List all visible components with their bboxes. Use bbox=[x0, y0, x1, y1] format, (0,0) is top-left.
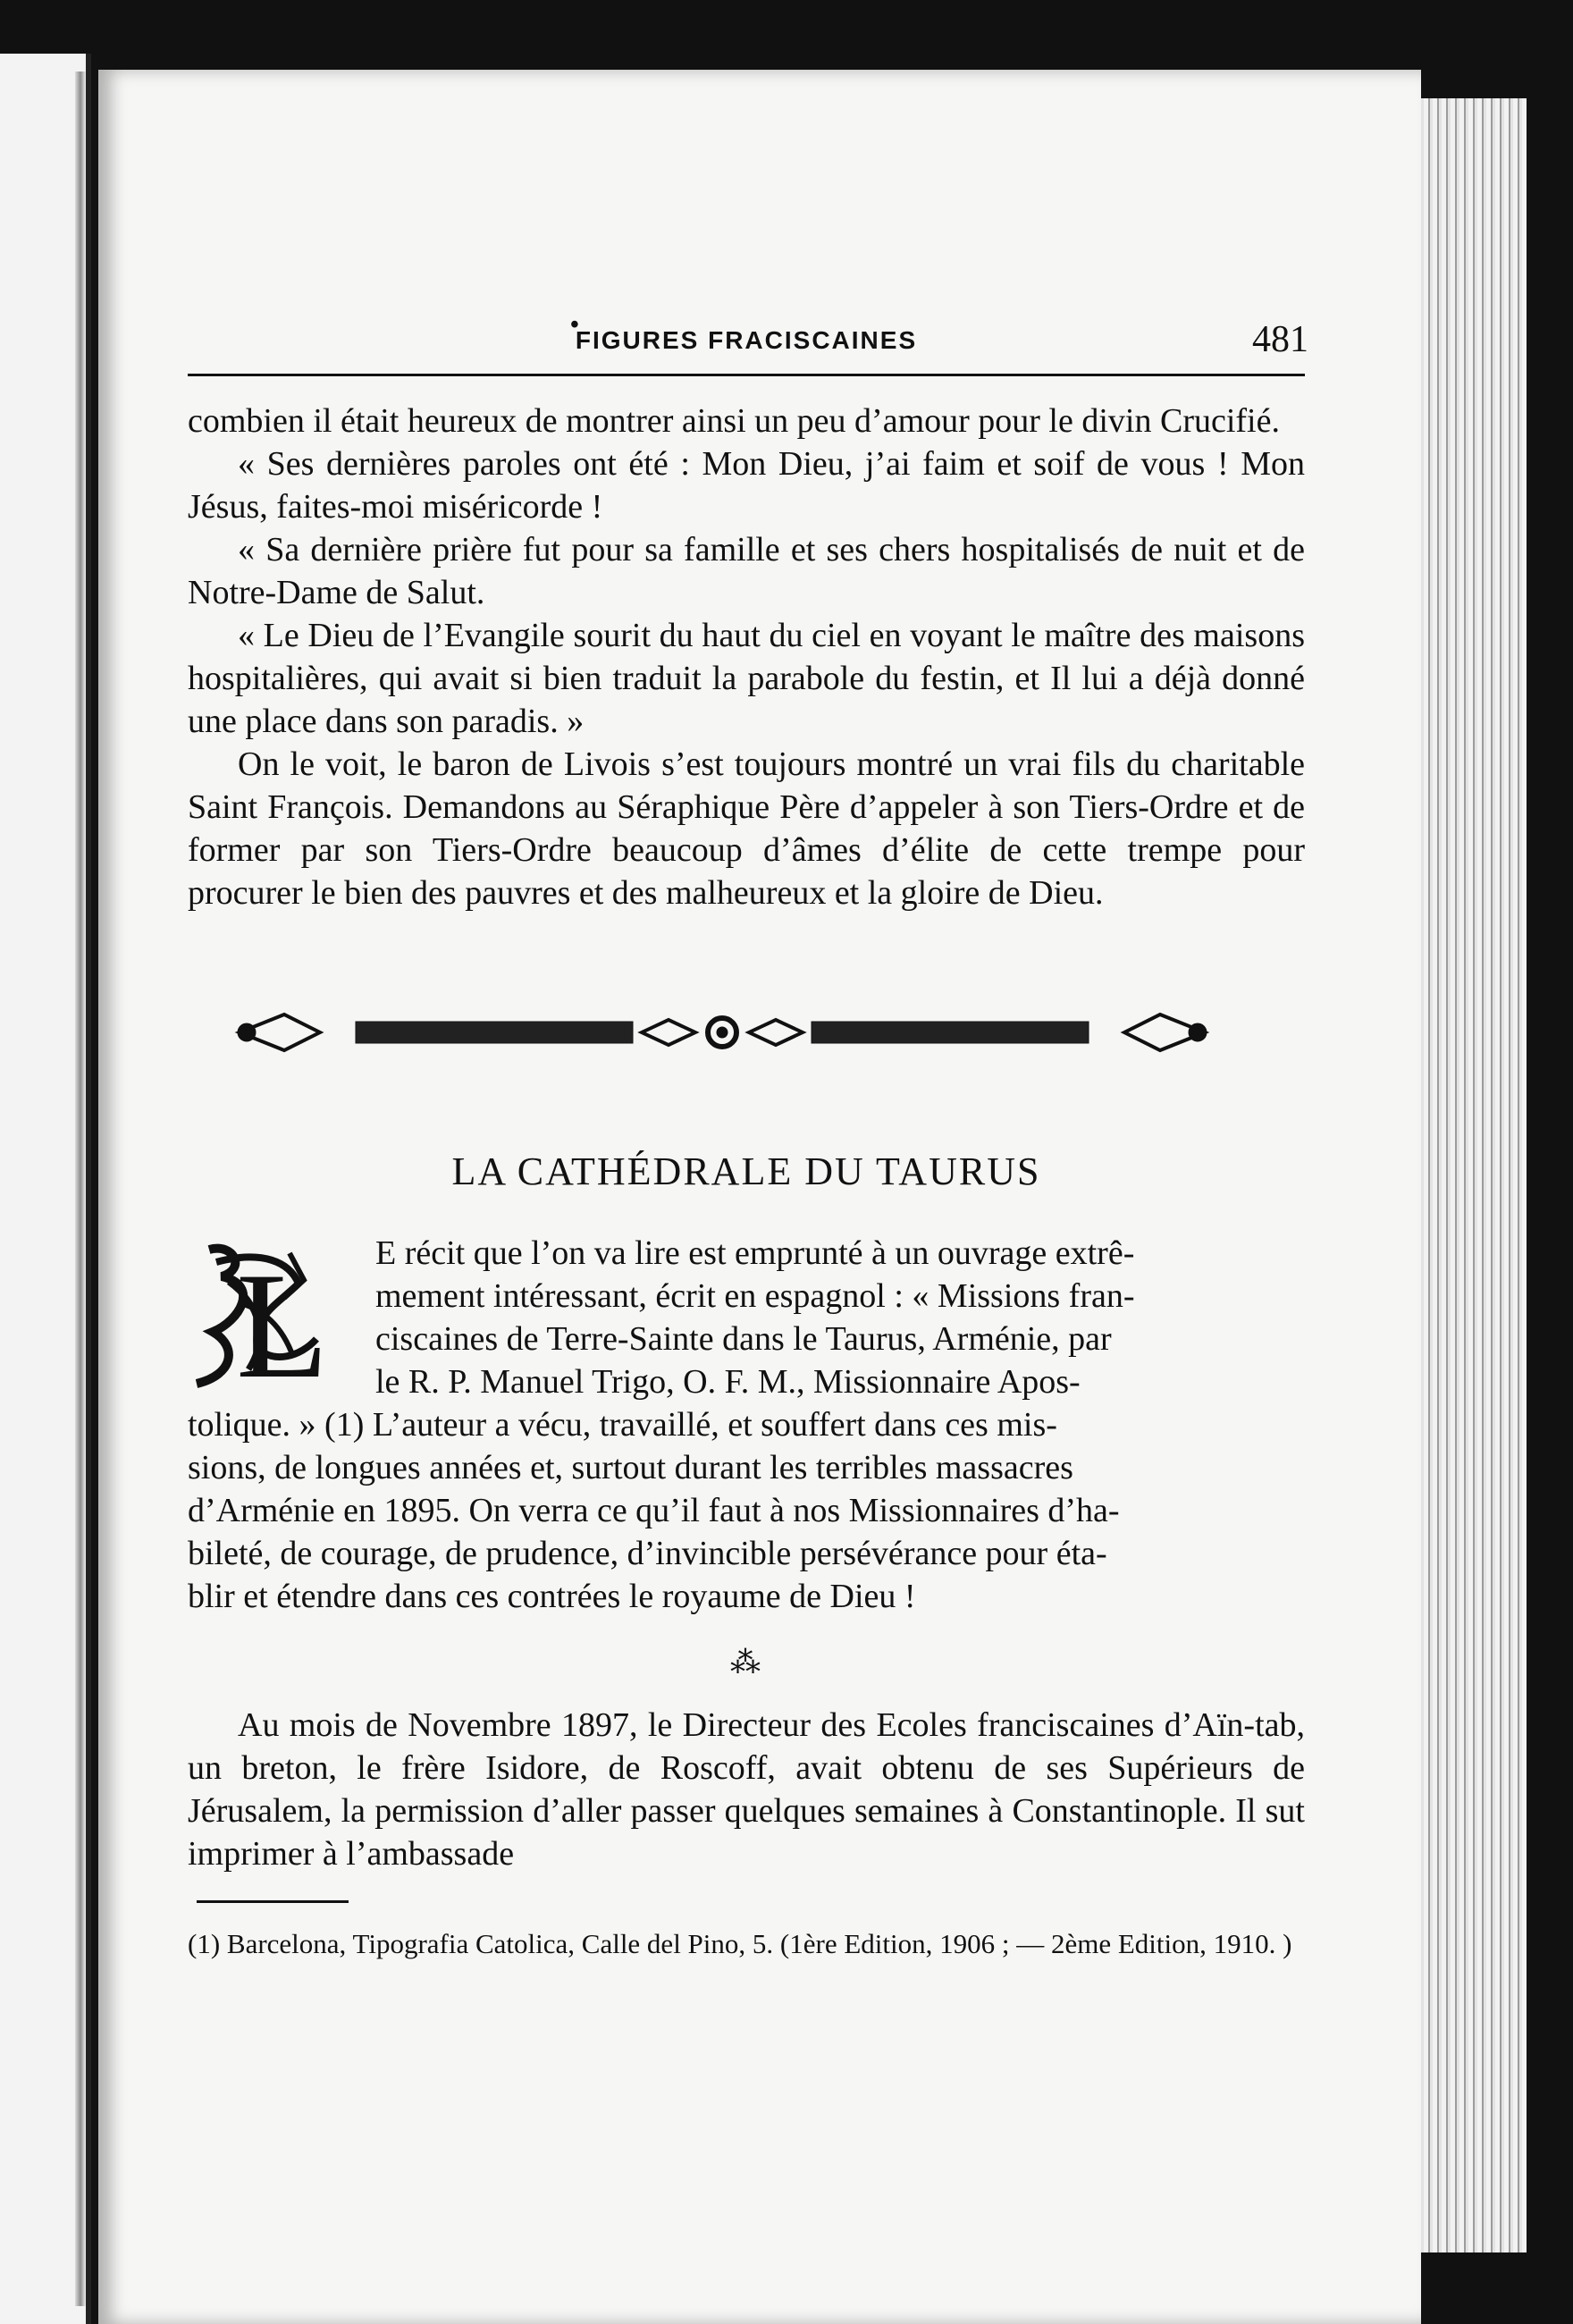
intro-text bbox=[188, 1232, 1305, 1618]
dropcap-letter-icon bbox=[182, 1232, 352, 1402]
page-content bbox=[188, 284, 1308, 1964]
left-page-edge bbox=[75, 72, 86, 2306]
intro-line-6: sions, de longues années et, surtout durant les terribles massacres bbox=[188, 1449, 1073, 1486]
paragraph-6: Au mois de Novembre 1897, le Directeur des Ecoles franciscaines d’Aïn-tab, un breton, le frère Isidore, de Roscoff, avait obtenu de ses Supérieurs de Jérusalem, la permission d’aller passer quelques semaines à Constantinople. Il sut imprimer à l’ambassade bbox=[188, 1706, 1305, 1873]
page-number: 481 bbox=[1252, 319, 1308, 360]
paragraph-3: « Sa dernière prière fut pour sa famille et ses chers hospitalisés de nuit et de Notre-Dame de Salut. bbox=[188, 531, 1305, 611]
running-title: FIGURES FRACISCAINES bbox=[575, 326, 918, 354]
page-header bbox=[188, 284, 1308, 376]
footnote: (1) Barcelona, Tipografia Catolica, Calle del Pino, 5. (1ère Edition, 1906 ; — 2ème Edition, 1910. ) bbox=[188, 1928, 1292, 1959]
asterism: ⁂ bbox=[730, 1646, 762, 1680]
decorative-ornament bbox=[222, 1000, 1223, 1065]
dropcap-image bbox=[182, 1232, 352, 1402]
intro-line-1: E récit que l’on va lire est emprunté à un ouvrage extrê- bbox=[375, 1234, 1135, 1272]
paragraph-1: combien il était heureux de montrer ainsi un peu d’amour pour le divin Crucifié. bbox=[188, 402, 1280, 440]
section-title: LA CATHÉDRALE DU TAURUS bbox=[451, 1149, 1041, 1193]
intro-line-3: ciscaines de Terre-Sainte dans le Taurus, Arménie, par bbox=[375, 1320, 1112, 1358]
footnote-rule bbox=[197, 1900, 349, 1903]
paragraph-4: « Le Dieu de l’Evangile sourit du haut du ciel en voyant le maître des maisons hospitalières, qui avait si bien traduit la parabole du festin, et Il lui a déjà donné une place dans son paradis. » bbox=[188, 617, 1305, 740]
intro-line-5: tolique. » (1) L’auteur a vécu, travaillé, et souffert dans ces mis- bbox=[188, 1406, 1057, 1444]
paragraph-2: « Ses dernières paroles ont été : Mon Dieu, j’ai faim et soif de vous ! Mon Jésus, faites-moi miséricorde ! bbox=[188, 445, 1305, 526]
intro-line-9: blir et étendre dans ces contrées le royaume de Dieu ! bbox=[188, 1578, 916, 1615]
header-mark: • bbox=[570, 311, 579, 339]
ornament-icon bbox=[222, 1000, 1223, 1065]
paragraph-5: On le voit, le baron de Livois s’est toujours montré un vrai fils du charitable Saint François. Demandons au Séraphique Père d’appeler à son Tiers-Ordre et de former par son Tiers-Ordre beaucoup d’âmes d’élite de cette trempe pour procurer le bien des pauvres et des malheureux et la gloire de Dieu. bbox=[188, 745, 1305, 912]
section-intro bbox=[188, 1232, 1305, 1618]
intro-line-2: mement intéressant, écrit en espagnol : « Missions fran- bbox=[375, 1277, 1135, 1315]
book-page bbox=[98, 70, 1421, 2324]
body-text bbox=[188, 400, 1305, 914]
intro-line-8: bileté, de courage, de prudence, d’invincible persévérance pour éta- bbox=[188, 1535, 1107, 1572]
page-stack-edge bbox=[1412, 98, 1527, 2252]
second-paragraph-block bbox=[188, 1704, 1305, 1875]
dropcap-letter: L bbox=[236, 1242, 329, 1402]
intro-line-4: le R. P. Manuel Trigo, O. F. M., Missionnaire Apos- bbox=[375, 1363, 1081, 1401]
intro-line-7: d’Arménie en 1895. On verra ce qu’il faut à nos Missionnaires d’ha- bbox=[188, 1492, 1120, 1529]
